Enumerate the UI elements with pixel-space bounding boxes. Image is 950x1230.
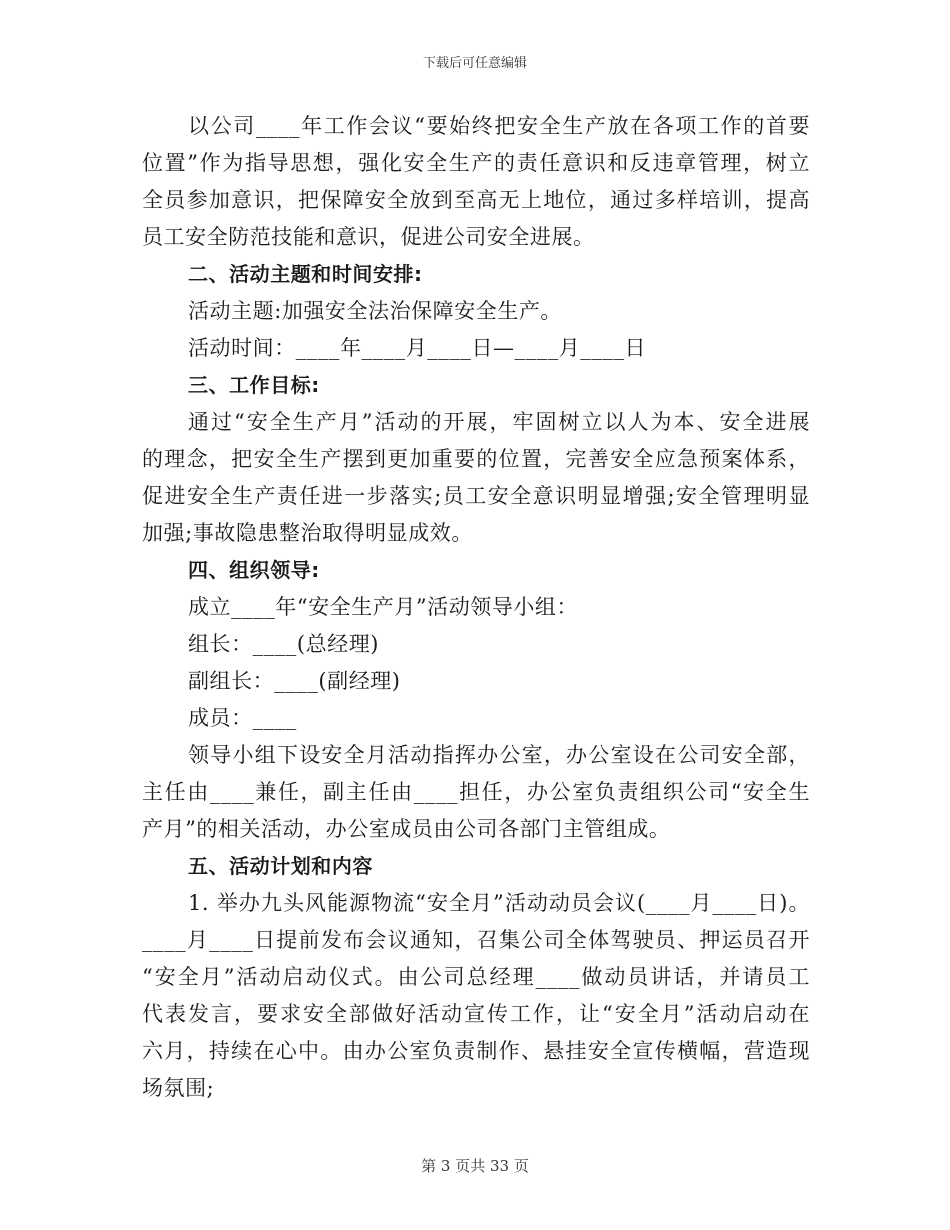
paragraph-line: 主任由____兼任，副主任由____担任，办公室负责组织公司“安全生 xyxy=(142,780,810,804)
section-heading: 二、活动主题和时间安排: xyxy=(188,262,423,286)
paragraph-line: 领导小组下设安全月活动指挥办公室，办公室设在公司安全部， xyxy=(188,743,810,767)
section-heading: 四、组织领导: xyxy=(188,558,320,582)
paragraph-line: 六月，持续在心中。由办公室负责制作、悬挂安全宣传横幅，营造现 xyxy=(142,1039,810,1063)
paragraph-line: 副组长：____(副经理) xyxy=(188,669,401,693)
paragraph-line: 场氛围; xyxy=(142,1076,215,1100)
paragraph-line: 代表发言，要求安全部做好活动宣传工作，让“安全月”活动启动在 xyxy=(142,1002,810,1026)
paragraph-line: 员工安全防范技能和意识，促进公司安全进展。 xyxy=(142,225,595,249)
paragraph-line: 通过“安全生产月”活动的开展，牢固树立以人为本、安全进展 xyxy=(188,410,810,434)
document-body xyxy=(142,108,810,1107)
paragraph-line: 组长：____(总经理) xyxy=(188,632,379,656)
paragraph-line: 促进安全生产责任进一步落实;员工安全意识明显增强;安全管理明显 xyxy=(142,484,810,508)
paragraph-line: 位置”作为指导思想，强化安全生产的责任意识和反违章管理，树立 xyxy=(142,151,810,175)
paragraph-line: 活动主题:加强安全法治保障安全生产。 xyxy=(188,299,562,323)
paragraph-line: “安全月”活动启动仪式。由公司总经理____做动员讲话，并请员工 xyxy=(142,965,810,989)
paragraph-line: ____月____日提前发布会议通知，召集公司全体驾驶员、押运员召开 xyxy=(142,928,810,952)
paragraph-line: 1. 举办九头风能源物流“安全月”活动动员会议(____月____日)。 xyxy=(188,891,810,915)
paragraph-line: 成立____年“安全生产月”活动领导小组： xyxy=(188,595,579,619)
section-heading: 三、工作目标: xyxy=(188,373,320,397)
paragraph-line: 全员参加意识，把保障安全放到至高无上地位，通过多样培训，提高 xyxy=(142,188,810,212)
paragraph-line: 加强;事故隐患整治取得明显成效。 xyxy=(142,521,473,545)
section-heading: 五、活动计划和内容 xyxy=(188,854,373,878)
paragraph-line: 产月”的相关活动，办公室成员由公司各部门主管组成。 xyxy=(142,817,671,841)
page-footer: 第 3 页共 33 页 xyxy=(421,1157,529,1175)
paragraph-line: 以公司____年工作会议“要始终把安全生产放在各项工作的首要 xyxy=(188,114,810,138)
page-header: 下载后可任意编辑 xyxy=(422,56,527,71)
paragraph-line: 成员：____ xyxy=(188,706,297,730)
paragraph-line: 活动时间：____年____月____日—____月____日 xyxy=(188,336,647,360)
paragraph-line: 的理念，把安全生产摆到更加重要的位置，完善安全应急预案体系， xyxy=(142,447,810,471)
